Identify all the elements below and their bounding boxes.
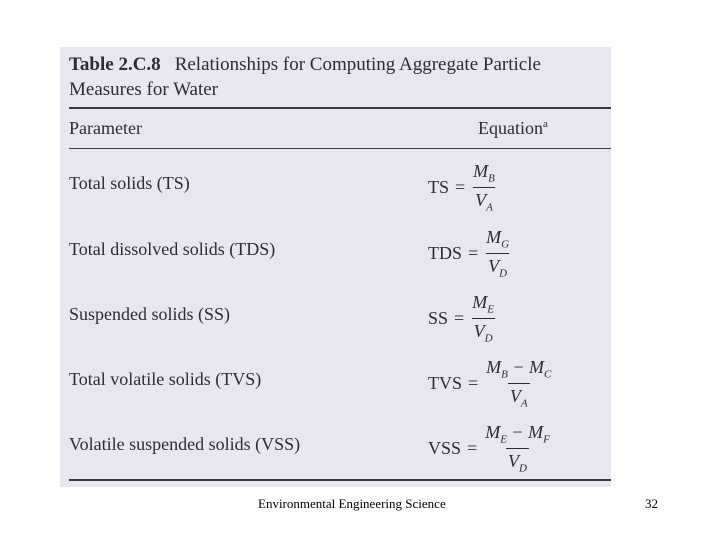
parameter-name: Volatile suspended solids (VSS) bbox=[69, 434, 301, 454]
table-row bbox=[60, 290, 611, 354]
footer-course-title: Environmental Engineering Science bbox=[258, 496, 446, 511]
equation-lhs: VSS bbox=[428, 437, 462, 458]
numerator: $M_B - M_C$ bbox=[486, 356, 552, 381]
table-title-line2: Measures for Water bbox=[69, 79, 219, 100]
equals-sign: = bbox=[454, 307, 465, 328]
bottom-rule bbox=[69, 479, 611, 481]
header-rule bbox=[69, 148, 611, 149]
fraction bbox=[470, 292, 496, 344]
numerator: $M_E - M_F$ bbox=[485, 421, 550, 446]
equation-lhs: TVS bbox=[428, 372, 463, 393]
parameter-name: Suspended solids (SS) bbox=[69, 304, 231, 324]
header-parameter: Parameter bbox=[69, 118, 142, 138]
equation bbox=[428, 355, 553, 411]
table-row bbox=[60, 355, 611, 419]
equation-lhs: TS bbox=[428, 176, 450, 197]
parameter-name: Total solids (TS) bbox=[69, 173, 190, 193]
parameter-name: Total dissolved solids (TDS) bbox=[69, 239, 276, 259]
numerator: $M_B$ bbox=[473, 160, 495, 185]
denominator: $V_D$ bbox=[486, 253, 509, 280]
parameter-name: Total volatile solids (TVS) bbox=[69, 369, 262, 389]
header-equation-label: Equation bbox=[478, 118, 543, 138]
header-equation-footnote: a bbox=[543, 118, 548, 130]
fraction bbox=[483, 422, 552, 474]
denominator: $V_D$ bbox=[472, 318, 495, 345]
numerator: $M_G$ bbox=[486, 226, 510, 251]
equals-sign: = bbox=[468, 372, 479, 393]
equation-lhs: TDS bbox=[428, 242, 463, 263]
numerator: $M_E$ bbox=[472, 291, 494, 316]
table-row bbox=[60, 159, 611, 223]
top-rule bbox=[69, 107, 611, 109]
equation-lhs: SS bbox=[428, 307, 449, 328]
table-row bbox=[60, 420, 611, 484]
denominator: $V_D$ bbox=[506, 448, 529, 475]
table-label: Table 2.C.8 bbox=[69, 54, 161, 75]
fraction bbox=[484, 227, 511, 279]
equals-sign: = bbox=[455, 176, 466, 197]
page-number: 32 bbox=[645, 496, 658, 511]
table-scan-image bbox=[60, 47, 611, 487]
equals-sign: = bbox=[468, 242, 479, 263]
equation bbox=[428, 420, 552, 476]
table-row bbox=[60, 225, 611, 289]
equation bbox=[428, 159, 497, 215]
denominator: $V_A$ bbox=[508, 383, 530, 410]
header-equation bbox=[478, 118, 548, 139]
equation bbox=[428, 225, 511, 281]
equation bbox=[428, 290, 496, 346]
fraction bbox=[471, 161, 497, 213]
equals-sign: = bbox=[467, 437, 478, 458]
denominator: $V_A$ bbox=[473, 187, 495, 214]
fraction bbox=[484, 357, 553, 409]
table-title bbox=[69, 52, 609, 102]
table-title-line1: Relationships for Computing Aggregate Particle bbox=[174, 54, 541, 75]
